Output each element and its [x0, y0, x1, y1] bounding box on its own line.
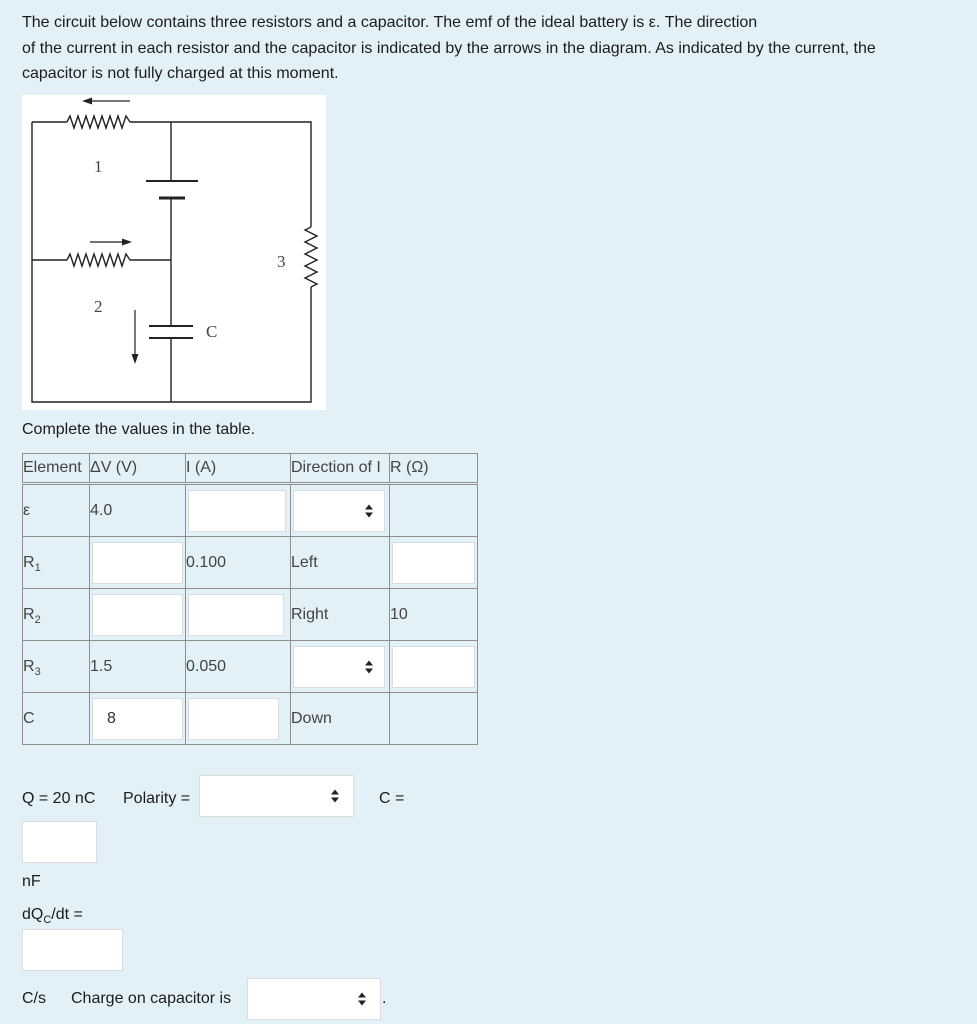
- trailing-period: .: [382, 990, 387, 1007]
- charge-on-capacitor-label: Charge on capacitor is: [71, 990, 232, 1007]
- cell-direction: [291, 484, 390, 537]
- arrowhead-left: [82, 98, 92, 105]
- table-header-row: [23, 454, 478, 484]
- cell-dv: [90, 693, 186, 745]
- header-dv: ΔV (V): [90, 454, 186, 484]
- header-i: I (A): [186, 454, 291, 484]
- r1-resistance-input[interactable]: [392, 542, 475, 584]
- question-line-2: of the current in each resistor and the capacitor is indicated by the arrows in the diagram. As indicated by the current, the: [22, 39, 876, 57]
- question-text: [22, 10, 957, 87]
- table-row-emf: [23, 484, 478, 537]
- select-arrows-icon: [358, 993, 366, 1006]
- r2-current-input[interactable]: [188, 594, 284, 636]
- table-row-r1: [23, 537, 478, 589]
- cell-r: 10: [390, 589, 478, 641]
- cell-i: 0.100: [186, 537, 291, 589]
- table-row-r2: [23, 589, 478, 641]
- cell-direction: [291, 641, 390, 693]
- select-arrows-icon: [331, 790, 339, 803]
- cs-unit: C/s: [22, 990, 46, 1007]
- question-line-3: capacitor is not fully charged at this moment.: [22, 65, 339, 82]
- header-element: Element: [23, 454, 90, 484]
- r1-dv-input[interactable]: [92, 542, 183, 584]
- resistor-3-zigzag: [305, 227, 317, 287]
- capacitance-label: C =: [379, 790, 405, 807]
- polarity-label: Polarity =: [123, 790, 191, 807]
- resistor-2-zigzag: [67, 254, 130, 266]
- nf-unit: nF: [22, 873, 41, 890]
- table-row-capacitor: [23, 693, 478, 745]
- resistor-1-zigzag: [67, 116, 130, 128]
- charge-q-text: Q = 20 nC: [22, 790, 96, 807]
- values-table: [22, 453, 478, 745]
- r3-direction-select[interactable]: [293, 646, 385, 688]
- capacitor-current-input[interactable]: [188, 698, 279, 740]
- wire: [130, 122, 311, 227]
- cell-i: 0.050: [186, 641, 291, 693]
- cell-i: [186, 484, 291, 537]
- capacitance-input[interactable]: [22, 821, 97, 863]
- cell-element: $R_3$: [23, 641, 90, 693]
- table-row-r3: [23, 641, 478, 693]
- cell-dv: [90, 537, 186, 589]
- dqc-dt-label: $dQ_C/dt$ =: [22, 906, 83, 926]
- label-r3: 3: [277, 252, 286, 271]
- r3-resistance-input[interactable]: [392, 646, 475, 688]
- select-arrows-icon: [365, 504, 373, 517]
- circuit-diagram: [22, 95, 326, 410]
- cell-direction: Left: [291, 537, 390, 589]
- capacitor-dv-input[interactable]: [92, 698, 183, 740]
- cell-r: [390, 537, 478, 589]
- cell-element: ε: [23, 484, 90, 537]
- cell-dv: [90, 589, 186, 641]
- arrowhead-down: [132, 354, 139, 364]
- circuit-svg: [22, 95, 326, 410]
- select-arrows-icon: [365, 660, 373, 673]
- cell-direction: Right: [291, 589, 390, 641]
- polarity-select[interactable]: [199, 775, 354, 817]
- cell-direction: Down: [291, 693, 390, 745]
- question-line-1: The circuit below contains three resistors and a capacitor. The emf of the ideal battery is ε. The direction: [22, 14, 758, 31]
- label-capacitor: C: [206, 322, 218, 341]
- cell-dv: 1.5: [90, 641, 186, 693]
- cell-element: C: [23, 693, 90, 745]
- cell-r: [390, 693, 478, 745]
- cell-i: [186, 589, 291, 641]
- emf-direction-select[interactable]: [293, 490, 385, 532]
- label-r2: 2: [94, 297, 103, 316]
- emf-current-input[interactable]: [188, 490, 286, 532]
- cell-r: [390, 641, 478, 693]
- cell-element: $R_1$: [23, 537, 90, 589]
- header-direction: Direction of I: [291, 454, 390, 484]
- charge-state-select[interactable]: [247, 978, 381, 1020]
- cell-dv: 4.0: [90, 484, 186, 537]
- cell-element: $R_2$: [23, 589, 90, 641]
- header-r: R (Ω): [390, 454, 478, 484]
- table-prompt: Complete the values in the table.: [22, 421, 256, 438]
- cell-r: [390, 484, 478, 537]
- arrowhead-right: [122, 239, 132, 246]
- label-r1: 1: [94, 157, 103, 176]
- r2-dv-input[interactable]: [92, 594, 183, 636]
- cell-i: [186, 693, 291, 745]
- dqc-dt-input[interactable]: [22, 929, 123, 971]
